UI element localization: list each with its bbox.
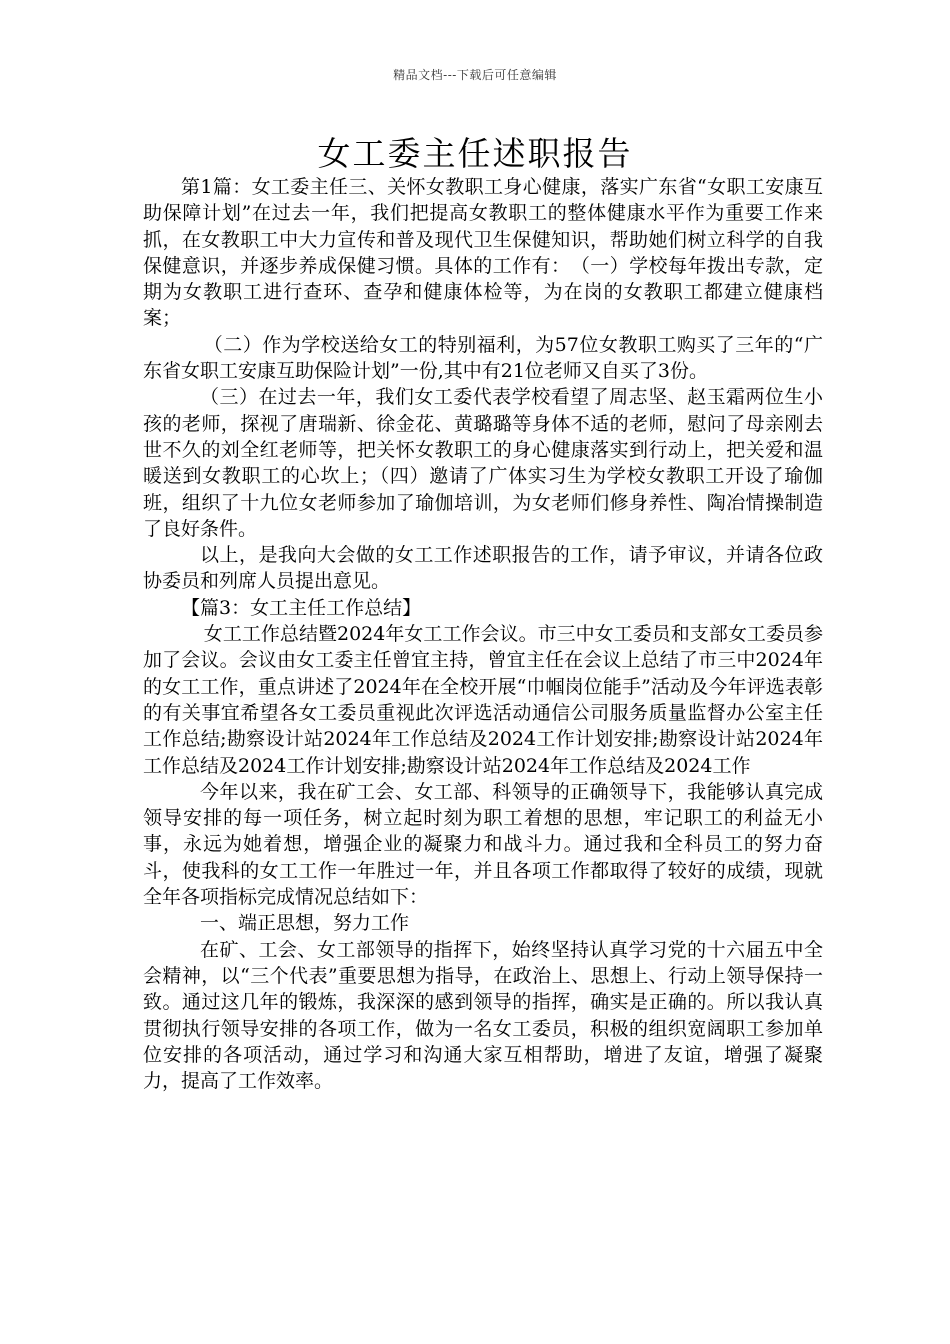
section-heading-part3: 【篇3：女工主任工作总结】 [181,596,422,619]
paragraph-item-three: （三）在过去一年，我们女工委代表学校看望了周志坚、赵玉霜两位生小孩的老师，探视了唐瑞新、徐金花、黄璐璐等身体不适的老师，慰问了母亲刚去世不久的刘全红老师等，把关怀女教职工的身心健康落实到行动上，把关爱和温暖送到女教职工的心坎上；（四）邀请了广体实习生为学校女教职工开设了瑜伽班，组织了十九位女老师参加了瑜伽培训，为女老师们修身养性、陶冶情操制造了良好条件。 [143,386,823,540]
paragraph-intro: 第1篇：女工委主任三、关怀女教职工身心健康，落实广东省“女职工安康互助保障计划”在过去一年，我们把提高女教职工的整体健康水平作为重要工作来抓，在女教职工中大力宣传和普及现代卫生保健知识，帮助她们树立科学的自我保健意识，并逐步养成保健习惯。具体的工作有： （一）学校每年拨出专款，定期为女教职工进行查环、查孕和健康体检等，为在岗的女教职工都建立健康档案； [143,176,823,330]
header-note: 精品文档---下载后可任意编辑 [393,68,557,82]
paragraph-meeting-summary: 女工工作总结暨2024年女工工作会议。市三中女工委员和支部女工委员参加了会议。会议由女工委主任曾宜主持，曾宜主任在会议上总结了市三中2024年的女工工作，重点讲述了2024年在全校开展“巾帼岗位能手”活动及今年评选表彰的有关事宜希望各女工委员重视此次评选活动通信公司服务质量监督办公室主任工作总结;勘察设计站2024年工作总结及2024工作计划安排;勘察设计站2024年工作总结及2024工作计划安排;勘察设计站2024年工作总结及2024工作 [143,623,823,777]
paragraph-annual-work: 今年以来，我在矿工会、女工部、科领导的正确领导下，我能够认真完成领导安排的每一项任务，树立起时刻为职工着想的思想，牢记职工的利益无小事，永远为她着想，增强企业的凝聚力和战斗力。通过我和全科员工的努力奋斗，使我科的女工工作一年胜过一年，并且各项工作都取得了较好的成绩，现就全年各项指标完成情况总结如下： [143,780,823,909]
document-body [143,174,823,1094]
paragraph-study-guidance: 在矿、工会、女工部领导的指挥下，始终坚持认真学习党的十六届五中全会精神，以“三个代表”重要思想为指导，在政治上、思想上、行动上领导保持一致。通过这几年的锻炼，我深深的感到领导的指挥，确实是正确的。所以我认真贯彻执行领导安排的各项工作，做为一名女工委员，积极的组织宽阔职工参加单位安排的各项活动，通过学习和沟通大家互相帮助，增进了友谊，增强了凝聚力，提高了工作效率。 [143,938,823,1093]
document-title: 女工委主任述职报告 [317,134,633,173]
paragraph-item-two: （二）作为学校送给女工的特别福利，为57位女教职工购买了三年的“广东省女职工安康互助保险计划”一份,其中有21位老师又自买了3份。 [143,333,823,383]
section-heading-one: 一、端正思想，努力工作 [200,912,410,935]
paragraph-conclusion: 以上，是我向大会做的女工工作述职报告的工作，请予审议，并请各位政协委员和列席人员提出意见。 [143,544,823,593]
